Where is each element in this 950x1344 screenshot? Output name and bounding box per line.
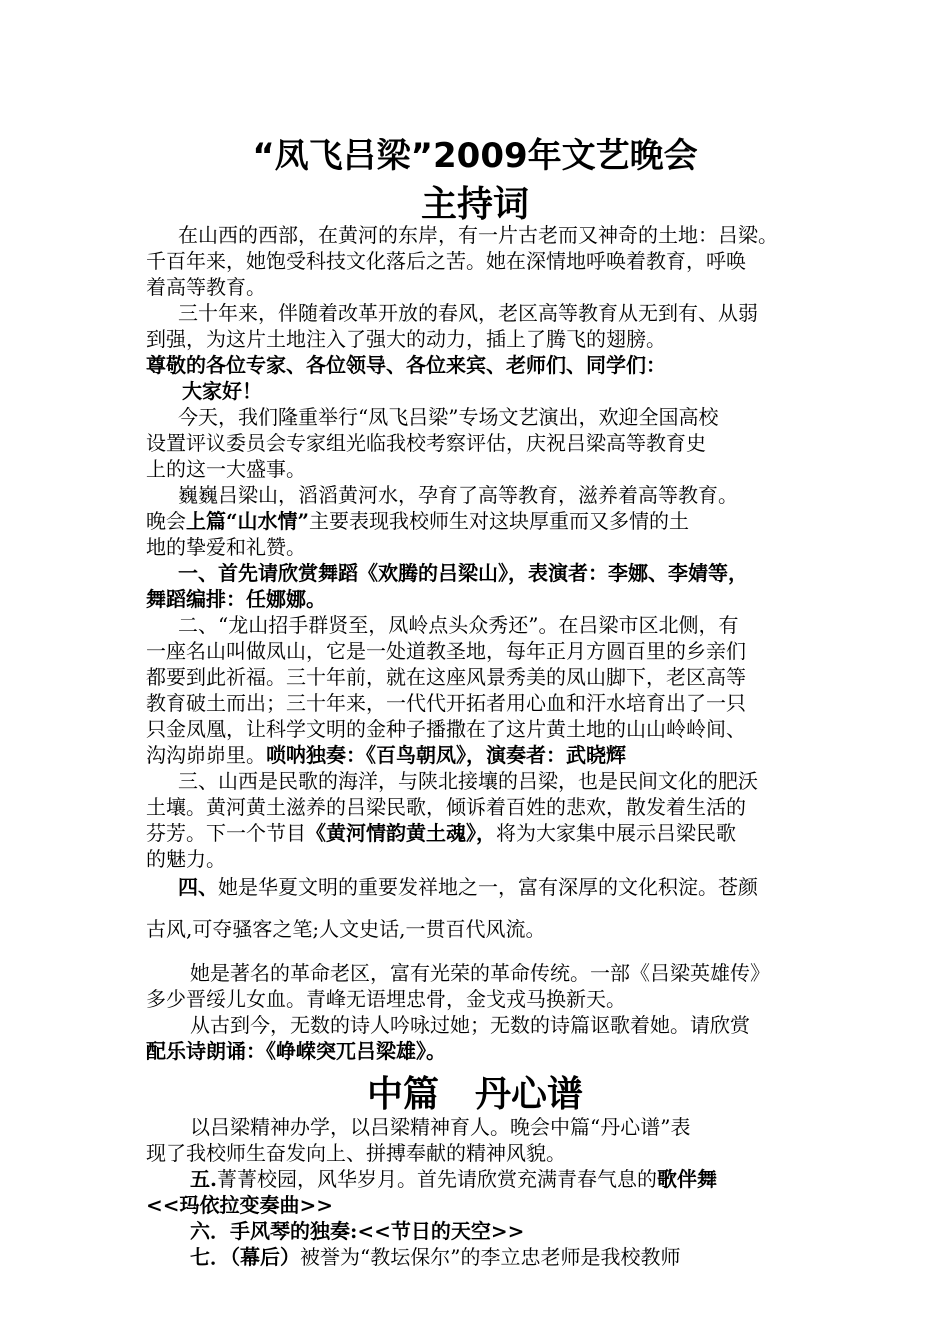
- greeting-line: 尊敬的各位专家、各位领导、各位来宾、老师们、同学们：: [146, 353, 666, 377]
- text-line: 土壤。黄河黄土滋养的吕梁民歌，倾诉着百姓的悲欢，散发着生活的: [146, 795, 746, 819]
- text-run: 晚会: [146, 509, 186, 533]
- text-line: 今天，我们隆重举行“凤飞吕梁”专场文艺演出，欢迎全国高校: [178, 405, 719, 429]
- text-line: 从古到今，无数的诗人吟咏过她；无数的诗篇讴歌着她。请欣赏: [190, 1013, 750, 1037]
- item-number: 七．（幕后）: [190, 1245, 300, 1269]
- text-line: 古风,可夺骚客之笔;人文史话,一贯百代风流。: [146, 917, 546, 941]
- text-run: 沟沟峁峁里。: [146, 743, 266, 767]
- program-line: 舞蹈编排：任娜娜。: [146, 587, 326, 611]
- text-line: 在山西的西部，在黄河的东岸，有一片古老而又神奇的土地：吕梁。: [178, 223, 778, 247]
- text-line: 都要到此祈福。三十年前，就在这座风景秀美的凤山脚下，老区高等: [146, 665, 746, 689]
- text-line: 教育破土而出；三十年来，一代代开拓者用心血和汗水培育出了一只: [146, 691, 746, 715]
- text-line: 巍巍吕梁山，滔滔黄河水，孕育了高等教育，滋养着高等教育。: [178, 483, 738, 507]
- text-line: 她是著名的革命老区，富有光荣的革命传统。一部《吕梁英雄传》: [190, 961, 770, 985]
- text-line: [146, 742, 814, 768]
- program-title: 唢呐独奏：《百鸟朝凤》，演奏者：武晓辉: [266, 743, 626, 767]
- section-name: 上篇“山水情”: [186, 509, 310, 533]
- program-title: 《黄河情韵黄土魂》，: [306, 821, 496, 845]
- greeting-line: 大家好！: [182, 379, 262, 403]
- text-line: 现了我校师生奋发向上、拼搏奉献的精神风貌。: [146, 1141, 566, 1165]
- text-line: [146, 1166, 858, 1192]
- document-title: “凤飞吕梁”2009年文艺晚会: [252, 136, 698, 176]
- text-line: [146, 874, 846, 900]
- text-run: 芬芳。下一个节目: [146, 821, 306, 845]
- text-line: 一座名山叫做凤山，它是一处道教圣地，每年正月方圆百里的乡亲们: [146, 639, 746, 663]
- program-line: 一、首先请欣赏舞蹈《欢腾的吕梁山》，表演者：李娜、李婧等，: [178, 561, 748, 585]
- text-line: [146, 820, 814, 846]
- text-run: 她是华夏文明的重要发祥地之一，富有深厚的文化积淀。苍颜: [218, 875, 758, 899]
- text-line: 以吕梁精神办学，以吕梁精神育人。晚会中篇“丹心谱”表: [190, 1115, 691, 1139]
- text-run: 被誉为“教坛保尔”的李立忠老师是我校教师: [300, 1245, 681, 1269]
- section-heading: 中篇 丹心谱: [366, 1074, 583, 1115]
- item-number: 五.: [190, 1167, 217, 1191]
- text-line: [146, 1244, 858, 1270]
- document-subtitle: 主持词: [420, 184, 529, 225]
- text-line: 设置评议委员会专家组光临我校考察评估，庆祝吕梁高等教育史: [146, 431, 706, 455]
- text-line: [146, 508, 814, 534]
- program-type: 歌伴舞: [656, 1167, 717, 1191]
- text-line: 千百年来，她饱受科技文化落后之苦。她在深情地呼唤着教育，呼唤: [146, 249, 746, 273]
- text-line: 上的这一大盛事。: [146, 457, 306, 481]
- program-title: <<玛依拉变奏曲>>: [146, 1193, 334, 1217]
- text-line: 三、山西是民歌的海洋，与陕北接壤的吕梁，也是民间文化的肥沃: [178, 769, 758, 793]
- text-line: 三十年来，伴随着改革开放的春风，老区高等教育从无到有、从弱: [178, 301, 758, 325]
- text-line: 地的挚爱和礼赞。: [146, 535, 306, 559]
- text-run: 将为大家集中展示吕梁民歌: [496, 821, 736, 845]
- item-number: 四、: [178, 875, 218, 899]
- program-line: 六．手风琴的独奏:<<节日的天空>>: [190, 1219, 525, 1243]
- text-line: 着高等教育。: [146, 275, 266, 299]
- text-run: 菁菁校园，风华岁月。首先请欣赏充满青春气息的: [216, 1167, 657, 1191]
- text-line: 二、“龙山招手群贤至，凤岭点头众秀还”。在吕梁市区北侧，有: [178, 613, 739, 637]
- text-run: 主要表现我校师生对这块厚重而又多情的土: [309, 509, 690, 533]
- text-line: 的魅力。: [146, 847, 226, 871]
- text-line: 只金凤凰，让科学文明的金种子播撒在了这片黄土地的山山岭岭间、: [146, 717, 746, 741]
- text-line: 到强，为这片土地注入了强大的动力，插上了腾飞的翅膀。: [146, 327, 666, 351]
- text-line: 多少晋绥儿女血。青峰无语埋忠骨，金戈戎马换新天。: [146, 987, 626, 1011]
- program-line: 配乐诗朗诵：《峥嵘突兀吕梁雄》。: [146, 1039, 446, 1063]
